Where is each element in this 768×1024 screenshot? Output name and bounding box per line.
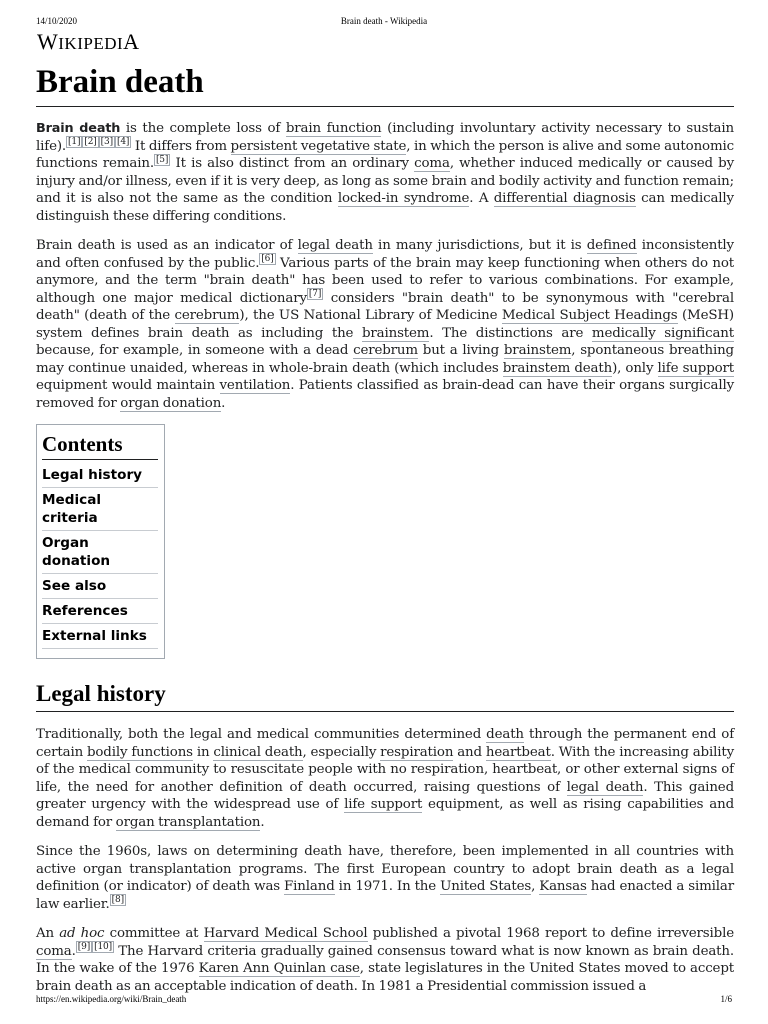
- text-run: . A: [469, 191, 494, 206]
- article-link[interactable]: legal death: [297, 238, 373, 253]
- text-run: in many jurisdictions, but it is: [372, 238, 587, 253]
- article-link[interactable]: brainstem: [503, 343, 572, 358]
- text-run: It differs from: [131, 138, 231, 154]
- text-run: but a living: [417, 343, 504, 358]
- text-run: , state legislatures in the United States moved to accept brain death as an acceptable indication of death. In 1981 a Presidential commission issued a: [36, 961, 734, 994]
- article-link[interactable]: coma: [414, 156, 450, 171]
- article-link[interactable]: bodily functions: [86, 744, 193, 760]
- text-run: .: [221, 395, 226, 411]
- wordmark-initial: W: [37, 29, 59, 54]
- table-of-contents: [36, 424, 165, 659]
- toc-item[interactable]: Legal history: [42, 464, 158, 488]
- article-link[interactable]: coma: [36, 943, 72, 959]
- text-run: . This gained greater urgency with the widespread use of: [36, 779, 734, 812]
- article-link[interactable]: organ donation: [120, 395, 222, 411]
- text-run: It is also distinct from an ordinary: [170, 156, 415, 171]
- citation-label: [4]: [116, 137, 130, 148]
- print-date: 14/10/2020: [36, 16, 78, 26]
- citation-link[interactable]: [307, 288, 323, 300]
- print-footer: [36, 994, 732, 1006]
- text-run: Since the 1960s, laws on determining death have, therefore, been implemented in all countries with active organ transplantation programs. The first European country to adopt brain death as a legal definition (or indicator) of death was: [36, 844, 734, 894]
- text-run: (including involuntary activity necessary to sustain life).: [36, 121, 734, 154]
- article-link[interactable]: brainstem: [361, 325, 430, 341]
- article-link[interactable]: cerebrum: [174, 308, 240, 323]
- legal-history-section: [36, 726, 734, 995]
- article-link[interactable]: ventilation: [219, 378, 291, 393]
- text-run: inconsistently and often confused by the public.: [36, 238, 734, 271]
- citation-link[interactable]: [99, 136, 115, 148]
- citation-label: [3]: [100, 137, 113, 148]
- print-page-title: Brain death - Wikipedia: [340, 16, 428, 26]
- text-run: . With the increasing ability of the medical community to resuscitate people with no respiration, heartbeat, or other external signs of life, the need for another definition of death occurred, raising questions of: [36, 744, 735, 795]
- citation-link[interactable]: [82, 136, 98, 148]
- page-title: Brain death: [36, 62, 734, 107]
- text-run: Various parts of the brain may keep functioning when others do not anymore, and the term "brain death" has been used to refer to various combinations. For example, although one major medical dictionary: [36, 255, 734, 306]
- citation-link[interactable]: [110, 894, 126, 906]
- toc-item[interactable]: See also: [42, 575, 158, 599]
- article-body: [36, 120, 734, 1007]
- article-link[interactable]: locked-in syndrome: [337, 191, 470, 206]
- article-link[interactable]: heartbeat: [485, 744, 551, 760]
- toc-item[interactable]: Medical criteria: [42, 489, 158, 531]
- article-link[interactable]: United States: [440, 879, 532, 894]
- text-run: , whether induced medically or caused by injury and/or illness, even if it is very deep, as long as some brain and bodily activity and function remain; and it is also not the same as the condition: [36, 156, 734, 206]
- paragraph: [36, 925, 734, 995]
- text-run: can medically distinguish these differing conditions.: [36, 191, 734, 224]
- article-link[interactable]: differential diagnosis: [493, 191, 636, 206]
- text-run: equipment would maintain: [36, 378, 220, 393]
- article-link[interactable]: respiration: [380, 744, 454, 760]
- article-link[interactable]: clinical death: [213, 744, 303, 760]
- paragraph: [36, 726, 734, 831]
- wikipedia-wordmark[interactable]: [37, 29, 140, 55]
- citation-link[interactable]: [76, 941, 92, 953]
- text-run: .: [260, 814, 265, 830]
- text-run: ), the US National Library of Medicine: [239, 308, 502, 323]
- print-header: [36, 16, 732, 28]
- text-run: had enacted a similar law earlier.: [36, 879, 734, 912]
- text-run: (MeSH) system defines brain death as including the: [36, 308, 734, 341]
- text-run: , spontaneous breathing may continue unaided, whereas in whole-brain death (which includes: [36, 343, 734, 376]
- citation-link[interactable]: [66, 136, 82, 148]
- toc-item[interactable]: References: [42, 600, 158, 624]
- article-link[interactable]: cerebrum: [353, 343, 418, 358]
- citation-label: [6]: [261, 254, 274, 265]
- article-link[interactable]: legal death: [566, 779, 644, 795]
- italic-text: ad hoc: [59, 926, 105, 941]
- article-link[interactable]: organ transplantation: [115, 814, 261, 830]
- text-run: and: [453, 744, 486, 760]
- text-run: An: [36, 926, 60, 941]
- text-run: .: [71, 943, 76, 959]
- text-run: equipment, as well as rising capabilities and demand for: [36, 797, 734, 830]
- article-link[interactable]: death: [486, 727, 524, 742]
- text-run: Traditionally, both the legal and medical communities determined: [36, 727, 487, 742]
- text-run: because, for example, in someone with a dead: [36, 343, 354, 358]
- article-link[interactable]: defined: [586, 238, 637, 253]
- citation-label: [9]: [77, 942, 91, 953]
- article-link[interactable]: life support: [344, 797, 423, 812]
- toc-title: Contents: [42, 429, 158, 460]
- citation-link[interactable]: [259, 253, 275, 265]
- section-heading-legal-history: Legal history: [36, 679, 734, 712]
- paragraph: [36, 120, 734, 225]
- wordmark-smallcaps: IKIPEDI: [58, 34, 124, 53]
- text-run: , especially: [302, 744, 381, 760]
- text-run: published a pivotal 1968 report to define irreversible: [367, 926, 734, 941]
- text-run: committee at: [104, 926, 204, 941]
- text-run: in 1971. In the: [334, 879, 441, 894]
- wordmark-final: A: [123, 29, 140, 54]
- text-run: Brain death is used as an indicator of: [36, 238, 298, 253]
- toc-item[interactable]: Organ donation: [42, 532, 158, 574]
- article-link[interactable]: life support: [657, 360, 735, 376]
- article-link[interactable]: Harvard Medical School: [203, 926, 368, 941]
- text-run: . The distinctions are: [429, 325, 592, 341]
- paragraph: [36, 843, 734, 913]
- text-run: through the permanent end of certain: [36, 727, 735, 760]
- article-link[interactable]: brain function: [285, 121, 382, 136]
- citation-link[interactable]: [92, 941, 114, 953]
- citation-link[interactable]: [154, 154, 170, 166]
- text-run: The Harvard criteria gradually gained consensus toward what is now known as brain death. In the wake of the 1976: [36, 943, 734, 976]
- text-run: considers "brain death" to be synonymous with "cerebral death" (death of the: [36, 290, 734, 323]
- article-link[interactable]: Finland: [284, 879, 335, 894]
- article-link[interactable]: medically significant: [591, 325, 734, 341]
- print-page-number: 1/6: [720, 994, 732, 1004]
- text-run: in: [192, 744, 214, 760]
- print-url: https://en.wikipedia.org/wiki/Brain_death: [36, 994, 187, 1004]
- text-run: , in which the person is alive and some autonomic functions remain.: [36, 138, 734, 171]
- citation-link[interactable]: [115, 136, 131, 148]
- citation-label: [10]: [94, 942, 112, 953]
- toc-item[interactable]: External links: [42, 625, 158, 649]
- citation-label: [8]: [111, 895, 124, 906]
- text-run: is the complete loss of: [120, 121, 286, 136]
- article-link[interactable]: Medical Subject Headings: [501, 308, 678, 323]
- text-run: ,: [531, 879, 540, 894]
- text-run: ), only: [612, 360, 658, 376]
- citation-label: [2]: [84, 137, 97, 148]
- citation-label: [1]: [68, 137, 81, 148]
- lead-term: Brain death: [36, 121, 121, 136]
- article-link[interactable]: persistent vegetative state: [230, 138, 407, 154]
- article-link[interactable]: brainstem death: [502, 360, 613, 376]
- article-link[interactable]: Kansas: [539, 879, 587, 894]
- article-link[interactable]: Karen Ann Quinlan case: [198, 961, 360, 976]
- toc-list: [42, 464, 158, 649]
- text-run: . Patients classified as brain-dead can have their organs surgically removed for: [36, 378, 735, 411]
- citation-label: [7]: [308, 289, 322, 300]
- paragraph: [36, 237, 734, 412]
- intro-section: [36, 120, 734, 412]
- citation-label: [5]: [155, 154, 169, 165]
